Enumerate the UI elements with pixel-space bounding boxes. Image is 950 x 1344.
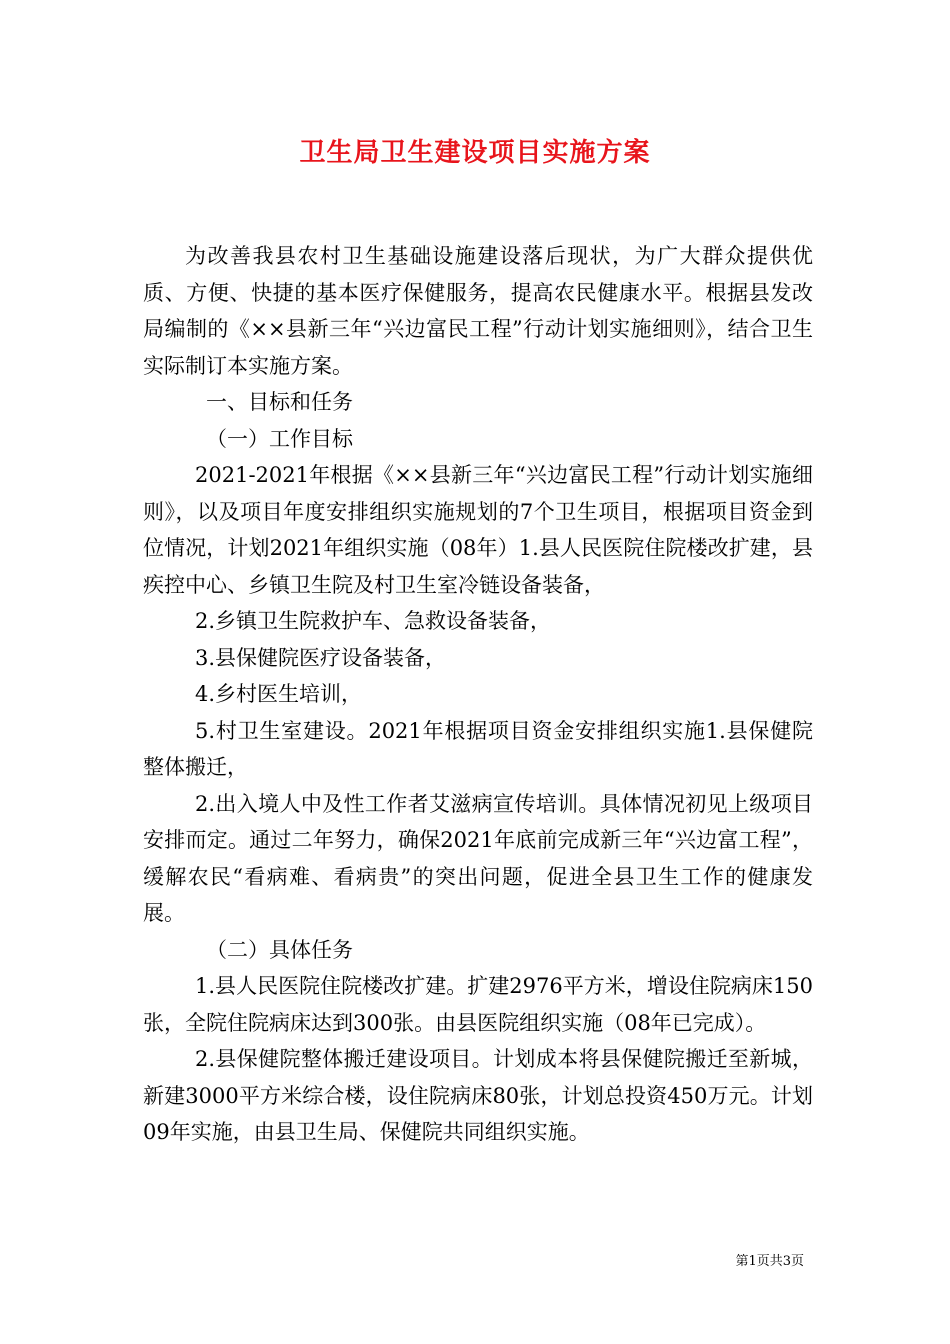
paragraph-goals: 2021-2021年根据《××县新三年“兴边富民工程”行动计划实施细则》，以及项目年度安排组织实施规划的7个卫生项目，根据项目资金到位情况，计划2021年组织实施（08年）1.县人民医院住院楼改扩建，县疾控中心、乡镇卫生院及村卫生室冷链设备装备，: [143, 463, 813, 597]
subheading-work-goals: （一）工作目标: [206, 426, 353, 451]
document-body: [143, 238, 813, 1151]
heading-goals-and-tasks: 一、目标和任务: [206, 390, 353, 414]
page-number: 第1页共3页: [735, 1254, 804, 1269]
paragraph-aids-training: 2.出入境人中及性工作者艾滋病宣传培训。具体情况初见上级项目安排而定。通过二年努力，确保2021年底前完成新三年“兴边富工程”，缓解农民“看病难、看病贵”的突出问题，促进全县卫生工作的健康发展。: [143, 791, 813, 925]
list-item-4: 4.乡村医生培训，: [195, 682, 363, 706]
list-item-5: 5.村卫生室建设。2021年根据项目资金安排组织实施1.县保健院整体搬迁，: [143, 718, 813, 779]
list-item-2: 2.乡镇卫生院救护车、急救设备装备，: [195, 609, 552, 633]
paragraph-task-2: 2.县保健院整体搬迁建设项目。计划成本将县保健院搬迁至新城，新建3000平方米综合楼，设住院病床80张，计划总投资450万元。计划09年实施，由县卫生局、保健院共同组织实施。: [143, 1047, 813, 1144]
paragraph-task-1: 1.县人民医院住院楼改扩建。扩建2976平方米，增设住院病床150张，全院住院病床达到300张。由县医院组织实施（08年已完成）。: [143, 974, 813, 1035]
subheading-specific-tasks: （二）具体任务: [206, 937, 353, 962]
list-item-3: 3.县保健院医疗设备装备，: [195, 645, 447, 670]
paragraph-intro: 为改善我县农村卫生基础设施建设落后现状，为广大群众提供优质、方便、快捷的基本医疗保健服务，提高农民健康水平。根据县发改局编制的《××县新三年“兴边富民工程”行动计划实施细则》，结合卫生实际制订本实施方案。: [143, 244, 813, 378]
document-title: 卫生局卫生建设项目实施方案: [299, 138, 651, 168]
